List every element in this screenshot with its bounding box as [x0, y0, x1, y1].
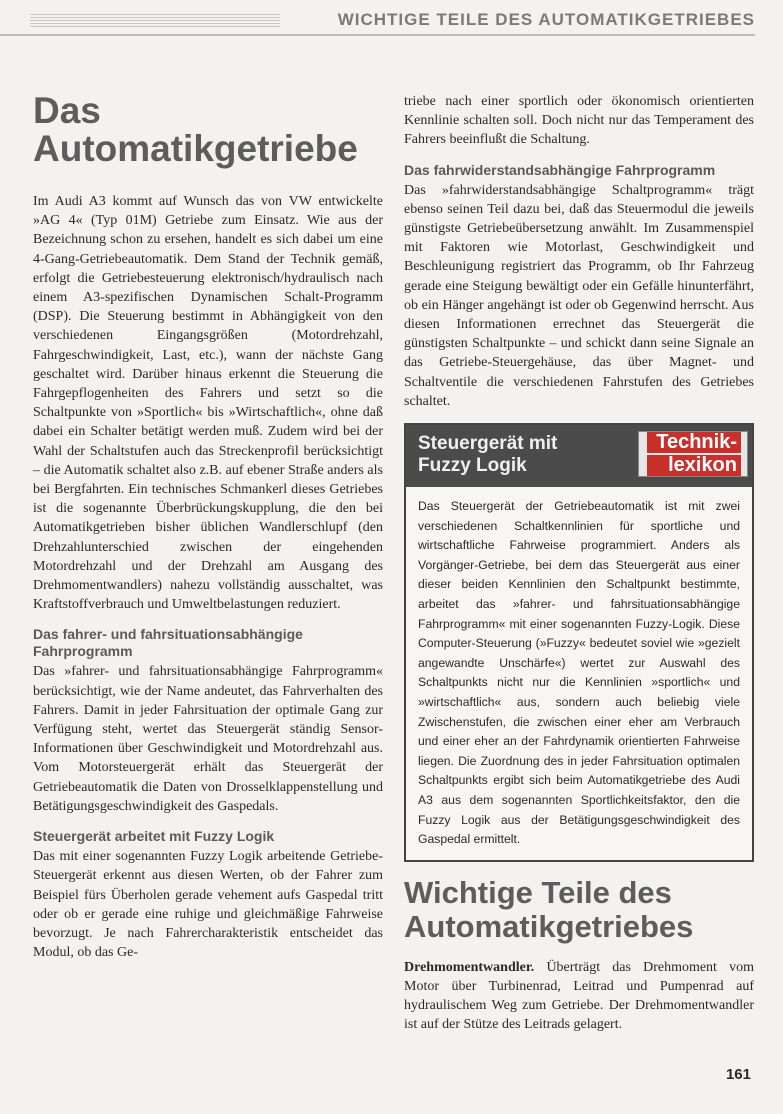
- article-title-line1: Das: [33, 90, 101, 131]
- section-text-fahrprogramm: Das »fahrer- und fahrsituationsabhängige Fahrprogramm« berücksichtigt, wie der Name andeutet, das Fahrverhalten des Fahrers. Damit in jeder Fahrsituation der optimale Gang zur Verfügung steht, wertet das Steuergerät ständig Sensor-Informationen über Geschwindigkeit und Motordrehzahl aus. Vom Motorsteuergerät erhält das Steuergerät der Getriebeautomatik die Daten von Drosselklappenstellung und Betätigungsgeschwindigkeit des Gaspedals.: [33, 664, 383, 814]
- parts-section-title: [404, 876, 754, 944]
- drehmomentwandler-term: Drehmomentwandler.: [404, 959, 535, 975]
- badge-line1: Technik-: [647, 432, 741, 453]
- parts-title-line1: Wichtige Teile des: [404, 874, 672, 910]
- section-text-fuzzy-part1: Das mit einer sogenannten Fuzzy Logik arbeitende Getriebe-Steuergerät erkennt aus diesen Werten, ob der Fahrer zum Beispiel fürs Überholen gerade vehement aufs Gaspedal tritt oder ob er gerade eine ruhige und gleichmäßige Fahrweise bevorzugt. Je nach Fahrercharakteristik entscheidet das Modul, ob das Ge-: [33, 849, 383, 961]
- running-header-title: WICHTIGE TEILE DES AUTOMATIKGETRIEBES: [337, 10, 755, 29]
- section-heading-fahrwiderstand: Das fahrwiderstandsabhängige Fahrprogramm: [404, 161, 716, 178]
- drehmomentwandler-text: Überträgt das Drehmoment vom Motor über Turbinenrad, Leitrad und Pumpenrad auf hydraulischem Weg zum Getriebe. Der Drehmomentwandler ist auf der Stütze des Leitrads gelagert.: [404, 959, 754, 1033]
- section-heading-fuzzy: Steuergerät arbeitet mit Fuzzy Logik: [33, 828, 275, 845]
- section-text-fahrwiderstand: Das »fahrwiderstandsabhängige Schaltprogramm« trägt ebenso seinen Teil dazu bei, daß das Steuermodul die jeweils günstigste Getriebeübersetzung anwählt. Im Zusammenspiel mit Faktoren wie Motorlast, Geschwindigkeit und Beschleunigung registriert das Programm, ob Ihr Fahrzeug gerade eine Steigung bewältigt oder ein Gefälle hinunterfährt, ob ein Hänger angehängt ist oder ob Gegenwind herrscht. Aus diesen Informationen errechnet das Steuergerät die günstigsten Schaltpunkte – und schickt dann seine Signale an das Getriebe-Steuergehäuse, das über Magnet- und Schaltventile die verschiedenen Fahrstufen des Getriebes schaltet.: [404, 182, 754, 409]
- article-title: [33, 92, 383, 168]
- technik-lexikon-box: [404, 423, 754, 862]
- header-decoration: [30, 14, 280, 28]
- section-text-fuzzy-part2: triebe nach einer sportlich oder ökonomisch orientierten Kennlinie schalten soll. Doch nicht nur das Temperament des Fahrers beeinflußt die Schaltung.: [404, 94, 754, 148]
- technik-lexikon-badge: [638, 431, 748, 477]
- running-header: [0, 8, 755, 36]
- intro-paragraph: Im Audi A3 kommt auf Wunsch das von VW entwickelte »AG 4« (Typ 01M) Getriebe zum Einsatz. Wie aus der Bezeichnung schon zu ersehen, handelt es sich dabei um eine 4-Gang-Getriebeautomatik. Dem Stand der Technik gemäß, erfolgt die Getriebesteuerung elektronisch/hydraulisch nach einem A3-spezifischen Dynamischen Schalt-Programm (DSP). Die Steuerung bestimmt in Abhängigkeit von den verschiedenen Eingangsgrößen (Motordrehzahl, Fahrgeschwindigkeit, Last, etc.), wann der nächste Gang geschaltet wird. Darüber hinaus erkennt die Steuerung die Fahrgepflogenheiten des Fahrers und setzt so die Schaltpunkte von »Sportlich« bis »Wirtschaftlich«, ohne daß dabei ein Schalter betätigt werden muß. Zudem wird bei der Wahl der Schaltstufen auch das Streckenprofil berücksichtigt – die Automatik schaltet also z.B. auf ebener Straße anders als bei Bergfahrten. Ein technisches Schmankerl dieses Getriebes ist die sogenannte Überbrückungskupplung, die den bei Automatikgetrieben bisher üblichen Wandlerschlupf (den Drehzahlunterschied zwischen der eingehenden Motordrehzahl und der Drehzahl am Ausgang des Drehmomentwandlers) nahezu vollständig ausschaltet, was Kraftstoffverbrauch und Umweltbelastungen reduziert.: [33, 194, 383, 613]
- badge-line2: lexikon: [647, 455, 741, 476]
- lexikon-box-title: [418, 433, 557, 477]
- lexikon-box-header: [406, 425, 752, 487]
- section-heading-fahrprogramm: Das fahrer- und fahrsituationsabhängige Fahrprogramm: [33, 626, 303, 660]
- drehmomentwandler-paragraph: [404, 958, 754, 1035]
- right-column: [404, 92, 754, 1047]
- parts-title-line2: Automatikgetriebes: [404, 908, 694, 944]
- page-number: 161: [725, 1066, 751, 1083]
- article-title-line2: Automatikgetriebe: [33, 128, 358, 169]
- lexikon-title-line2: Fuzzy Logik: [418, 455, 527, 477]
- lexikon-box-text: Das Steuergerät der Getriebeautomatik ist mit zwei verschiedenen Schaltkennlinien für sportliche und wirtschaftliche Fahrweise programmiert. Anders als Vorgänger-Getriebe, bei dem das Steuergerät aus einer dieser beiden Kennlinien den Schaltpunkt bestimmte, arbeitet das »fahrer- und fahrsituationsabhängige Fahrprogramm« mit einer sogenannten Fuzzy-Logik. Diese Computer-Steuerung (»Fuzzy« bedeutet soviel wie »gezielt angewandte Unschärfe«) wertet zur Auswahl des Schaltpunkts nicht nur die Kennlinien »sportlich« und »wirtschaftlich« aus, sondern auch beliebig viele Zwischenstufen, die zwischen einer eher am Verbrauch und einer eher an der Fahrdynamik orientierten Fahrweise liegen. Die Zuordnung des in jeder Fahrsituation optimalen Schaltpunkts ergibt sich beim Automatikgetriebe des Audi A3 aus dem sogenannten Sportlichkeitsfaktor, den die Fuzzy Logik aus der Betätigungsgeschwindigkeit des Gaspedal ermittelt.: [418, 499, 740, 847]
- lexikon-title-line1: Steuergerät mit: [418, 433, 558, 455]
- left-column: [33, 92, 383, 974]
